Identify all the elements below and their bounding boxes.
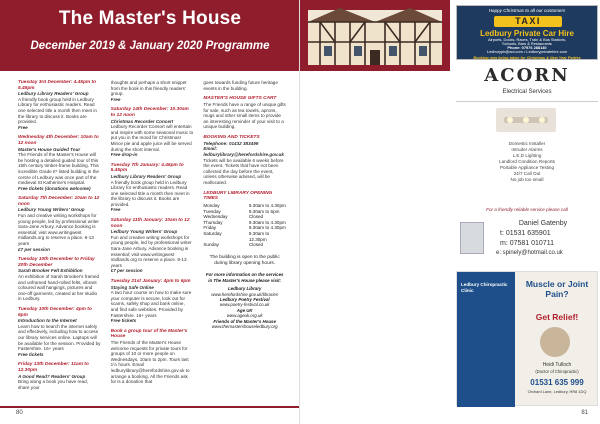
event-date: Saturday 7th December: 10am to 12 noon bbox=[18, 196, 100, 207]
event-description: Bring along a book you have read, share your bbox=[18, 379, 88, 390]
opening-time: 9.30am to 6pm bbox=[248, 208, 280, 214]
napit-badge-icon bbox=[460, 222, 484, 254]
taxi-xmas-greeting: Happy Christmas to all our customers bbox=[488, 8, 566, 13]
chiro-photo-panel bbox=[457, 272, 515, 407]
continued-text: goes towards funding future heritage events in the building. bbox=[203, 80, 278, 91]
acorn-telephone: t: 01531 635901 bbox=[500, 230, 551, 237]
event-date: Wednesday 4th December: 10am to 12 noon bbox=[18, 135, 99, 146]
light-fitting-image bbox=[496, 108, 556, 132]
link-label: Friends of the Master's House bbox=[213, 318, 276, 324]
column-3 bbox=[203, 80, 286, 408]
event-name: Ledbury Young Writers' Group bbox=[110, 229, 178, 235]
event-date: Book a group tour of the Master's House bbox=[110, 328, 188, 340]
link-url: www.themastershouseledbury.org bbox=[211, 324, 278, 330]
event-date: Tuesday 21st January: 4pm to 6pm bbox=[110, 279, 191, 284]
programme-event bbox=[111, 80, 194, 102]
event-date: Tuesday 10th December to Friday 20th December bbox=[18, 257, 95, 268]
column-2 bbox=[111, 80, 194, 408]
chiro-clinic-name: Ledbury Chiropractic Clinic bbox=[461, 282, 508, 293]
booking-heading: BOOKING AND TICKETS bbox=[203, 134, 260, 140]
event-price: £7 per session bbox=[18, 246, 50, 252]
link-label: Ledbury Poetry Festival bbox=[219, 297, 270, 303]
event-date: Tuesday 10th December: 4pm to 6pm bbox=[18, 306, 92, 318]
event-description: The Friends of the Master's House welcome requests for private tours for groups of 10 or more people on Wednesdays, 10am to 2pm. Tours last 1½ hours. Email ledburylibrary@herefordshire.gov.uk to arrange a booking. All the Friends ask for is a donation that bbox=[110, 339, 190, 385]
acorn-contact bbox=[456, 218, 598, 262]
event-price: Free bbox=[110, 207, 121, 213]
portrait-photo bbox=[540, 327, 570, 357]
booking-details bbox=[203, 141, 286, 186]
programme-event bbox=[18, 257, 101, 302]
page-number: 81 bbox=[581, 410, 588, 416]
opening-time: Closed bbox=[248, 242, 264, 248]
opening-time: 9.30am to 4.30pm bbox=[248, 225, 286, 231]
light-icon bbox=[496, 108, 556, 132]
acorn-mobile: m: 07581 010711 bbox=[500, 240, 554, 247]
acorn-service-item: Intruder Alarms bbox=[511, 147, 543, 152]
booking-email: Email: ledburylibrary@herefordshire.gov.uk bbox=[203, 146, 284, 157]
programme-event bbox=[18, 135, 101, 191]
booking-text: Tickets will be available 6 weeks before the event. Tickets that have not been collected the day before the event, unless otherwise advised, will be reallocated. bbox=[203, 157, 284, 185]
programme-event bbox=[18, 362, 101, 390]
taxi-line-2: Schools, Bars & Restaurants bbox=[502, 41, 552, 46]
acorn-service-item: Landlord Condition Reports bbox=[499, 159, 555, 164]
event-date: Tuesday 3rd December: 4.45pm to 5.45pm bbox=[18, 80, 97, 91]
event-description: Fun and creative writing workshops for young people, led by professional writer Sara-Jane Arbury. Advance booking is essential; visit www.writingwest midlands.org to reserve a place. 8-13 years bbox=[110, 234, 192, 268]
chiro-role: (Doctor of Chiropractic) bbox=[535, 369, 579, 374]
right-page bbox=[300, 0, 600, 424]
opening-times-row bbox=[203, 231, 286, 242]
event-price: Free bbox=[18, 124, 28, 130]
opening-day: Wednesday bbox=[203, 214, 228, 220]
event-date: Friday 13th December: 11am to 12.30pm bbox=[18, 362, 89, 373]
open-note: The building is open to the public during library opening hours. bbox=[209, 254, 280, 266]
chiro-address: Orchard Lane, Ledbury, HR8 1DQ bbox=[527, 389, 587, 394]
event-name: Staying Safe Online bbox=[110, 284, 154, 290]
event-price: Free tickets bbox=[18, 351, 44, 357]
event-description: A two hour course on how to make sure your computer is secure, look out for scams, safely shop and bank online, and find safe websites. Provided by Fastershire. 16+ years bbox=[110, 290, 192, 318]
acorn-services-list bbox=[456, 141, 598, 183]
opening-day: Saturday bbox=[203, 231, 222, 237]
acorn-service-item: No job too small bbox=[510, 177, 544, 182]
chiropractic-advert bbox=[456, 271, 598, 406]
programme-event bbox=[111, 279, 194, 324]
page-title: The Master's House bbox=[58, 8, 242, 29]
event-date: Saturday 11th January: 10am to 12 noon bbox=[110, 218, 190, 229]
acorn-logo: ACORN bbox=[484, 65, 570, 86]
programme-event bbox=[111, 107, 194, 157]
event-price: Free tickets (donations welcome) bbox=[18, 185, 91, 191]
opening-times-heading: LEDBURY LIBRARY OPENING TIMES bbox=[203, 190, 273, 202]
link-label: Ledbury Library bbox=[227, 286, 262, 292]
event-date: Saturday 14th December: 10.30am to 12 noon bbox=[110, 107, 189, 118]
programme-event bbox=[18, 80, 101, 130]
chiro-relief: Get Relief! bbox=[535, 312, 579, 322]
adverts-column bbox=[453, 0, 600, 424]
event-name: A Good Read? Readers' Group bbox=[18, 373, 86, 379]
acorn-service-item: Portable Appliance Testing bbox=[499, 165, 555, 170]
programme-event bbox=[111, 163, 194, 213]
programme-event bbox=[111, 218, 194, 274]
header-band bbox=[0, 0, 300, 71]
acorn-name: Daniel Gatenby bbox=[518, 220, 568, 227]
booking-tel: Telephone: 01432 383499 bbox=[203, 140, 259, 146]
event-description: An exhibition of Sarah Brooker's framed and unframed hand-rolled felts, vibrant coloured wall hangings, pictures and one-off garments, created at her studio in Ledbury. bbox=[18, 274, 100, 302]
taxi-booking-note: Booking now being taken for Christmas & New Year Parties bbox=[473, 56, 581, 60]
building-illustration bbox=[300, 0, 450, 71]
column-1 bbox=[18, 80, 101, 408]
event-name: Christmas Recorder Concert bbox=[110, 118, 174, 124]
event-name: Introduction to the Internet bbox=[18, 318, 77, 324]
opening-times-table bbox=[203, 203, 286, 248]
gift-cart-heading: MASTER'S HOUSE GIFTS CART bbox=[203, 96, 277, 102]
link-label: Age UK bbox=[236, 307, 253, 313]
event-name: Ledbury Young Writers' Group bbox=[18, 207, 85, 213]
link-url: www.ageuk.org.uk bbox=[226, 313, 263, 319]
taxi-email: Ledburyph@aol.com • Ledburyprivatehire.com bbox=[486, 49, 568, 54]
opening-time: 9.30am to 4.30pm bbox=[248, 203, 286, 209]
taxi-phone: Phone: 07976 288140 bbox=[507, 45, 547, 50]
acorn-service-item: Domestic Installer bbox=[508, 141, 546, 146]
acorn-advert bbox=[456, 62, 598, 267]
opening-time: Closed bbox=[248, 214, 264, 220]
chiro-practitioner: Heidi Tulloch bbox=[542, 362, 572, 368]
acorn-cta: For a friendly reliable service please call bbox=[486, 207, 568, 212]
event-description: Ledbury Recorder Consort will entertain and inspire with some seasonal music to put you in the mood for Christmas! Mince pie and apple juice will be served during the short interval. bbox=[110, 124, 194, 152]
programme-columns bbox=[18, 80, 286, 408]
divider bbox=[456, 101, 598, 102]
opening-time: 9.30am to 12.30pm bbox=[248, 231, 270, 242]
taxi-title: Ledbury Private Car Hire bbox=[480, 29, 574, 38]
programme-subtitle: December 2019 & January 2020 Programme bbox=[30, 40, 270, 52]
acorn-service-item: 24/7 Call Out bbox=[513, 171, 541, 176]
event-name: Sarah Brooker Felt Exhibition bbox=[18, 268, 83, 274]
event-name: Master's House Guided Tour bbox=[18, 146, 81, 152]
link-url: www.herefordshire.gov.uk/libraries bbox=[211, 291, 279, 297]
more-info-block bbox=[203, 272, 286, 329]
event-price: £7 per session bbox=[110, 268, 143, 274]
event-description: A friendly book group held in Ledbury Library for enthusiastic readers. Read one selected title a month then meet in the library to discuss it. Books are provided. bbox=[18, 96, 97, 125]
event-price: Free drop-in bbox=[110, 152, 138, 158]
event-description: thoughts and perhaps a short snippet from the book in this friendly readers' group. bbox=[110, 80, 187, 97]
programme-event bbox=[111, 329, 194, 385]
acorn-subtitle: Electrical Services bbox=[502, 89, 552, 95]
masters-house-photo bbox=[300, 0, 450, 71]
opening-times-row bbox=[203, 242, 286, 248]
opening-day: Friday bbox=[203, 225, 217, 231]
opening-time: 9.30am to 4.30pm bbox=[248, 219, 286, 225]
opening-day: Tuesday bbox=[203, 208, 221, 214]
chiro-headline: Muscle or Joint Pain? bbox=[525, 279, 589, 299]
event-name: Ledbury Library Readers' Group bbox=[110, 173, 182, 179]
links-list bbox=[203, 286, 286, 329]
event-description: Fun and creative writing workshops for young people, led by professional writer Sara-Jane Arbury. Advance booking is essential; visit www.writingwest midlands.org to reserve a place. 8-13 years bbox=[18, 213, 99, 247]
acorn-email: e: spinely@hotmail.co.uk bbox=[496, 250, 563, 256]
event-price: Free bbox=[110, 96, 121, 102]
more-info-heading: For more information on the services in The Master's House please visit: bbox=[205, 272, 284, 283]
programme-event bbox=[18, 196, 101, 252]
programme-event bbox=[18, 307, 101, 357]
event-name: Ledbury Library Readers' Group bbox=[18, 91, 89, 97]
taxi-sign: TAXI bbox=[494, 16, 562, 27]
gift-cart-text: The Friends have a range of unique gifts for sale, such as tea towels, aprons, mugs and other small items to provide an interesting reminder of your visit to a unique building. bbox=[203, 101, 286, 130]
opening-day: Thursday bbox=[203, 219, 223, 225]
opening-day: Sunday bbox=[203, 242, 219, 248]
link-url: www.poetry-festival.co.uk bbox=[219, 302, 270, 308]
taxi-advert bbox=[456, 5, 598, 60]
page-number: 80 bbox=[16, 410, 23, 416]
event-date: Tuesday 7th January: 4.45pm to 5.45pm bbox=[110, 162, 184, 174]
event-price: Free tickets bbox=[110, 318, 137, 324]
event-description: Learn how to search the internet safely and effectively, including how to access our library services online. Laptops will be available for the session. Provided by Fastershire. 16+ years bbox=[18, 323, 101, 352]
event-description: A friendly book group held in Ledbury Library for enthusiastic readers. Read one selected title a month then meet in the library to discuss it. Books are provided. bbox=[110, 179, 190, 207]
acorn-service-item: L.E.D Lighting bbox=[512, 153, 542, 158]
chiro-phone: 01531 635 999 bbox=[530, 378, 584, 387]
footer-rule bbox=[0, 406, 300, 408]
opening-day: Monday bbox=[203, 203, 220, 209]
taxi-line-1: Airports, Docks, Races, Train & Bus Stations, bbox=[487, 37, 567, 42]
event-description: The Friends of the Master's House will be hosting a detailed guided tour of this 15th century timber-frame building. This incredible Grade II* listed building in the centre of Ledbury was once part of the medieval St Katherine's Hospital. bbox=[18, 152, 99, 186]
